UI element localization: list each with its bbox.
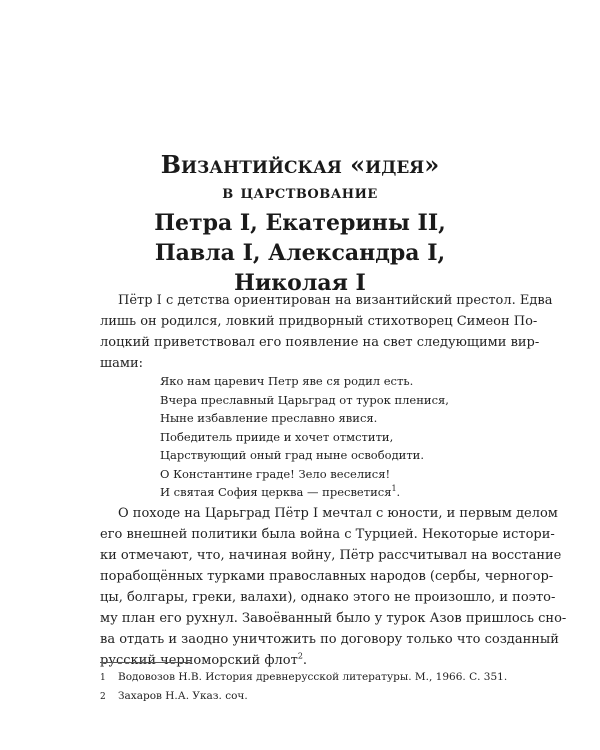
poem-line: О Константине граде! Зело веселися!: [160, 466, 391, 481]
footnote-1: [100, 668, 508, 687]
paragraph-1-line: шами:: [100, 356, 143, 371]
poem-line: Царствующий оный град ныне освободити.: [160, 448, 425, 462]
paragraph-2-line: цы, болгары, греки, валахи), однако этого не произошло, и поэто-: [100, 590, 556, 605]
paragraph-2-line: порабощённых турками православных народов (сербы, черногор-: [100, 569, 554, 584]
paragraph-1: [100, 290, 553, 374]
chapter-title: [100, 150, 500, 298]
poem-line-text: И святая София церква — пресветися: [160, 485, 392, 499]
chapter-title-line-3: Петра I, Екатерины II,: [154, 210, 446, 236]
footnote-text: Захаров Н.А. Указ. соч.: [118, 690, 248, 702]
chapter-title-line-5: Николая I: [234, 270, 366, 296]
paragraph-2-last-line: русский черноморский флот$^2$.: [100, 651, 308, 668]
paragraph-1-line: лишь он родился, ловкий придворный стихотворец Симеон По-: [100, 314, 538, 329]
footnote-2: [100, 687, 504, 706]
poem-quote: [160, 372, 500, 502]
paragraph-2-line: О походе на Царьград Пётр I мечтал с юности, и первым делом: [118, 506, 558, 521]
paragraph-2-line-text: русский черноморский флот: [100, 653, 298, 668]
footnote-divider: [100, 662, 190, 663]
chapter-title-line-4: Павла I, Александра I,: [154, 240, 446, 266]
paragraph-2-line: му план его рухнул. Завоёванный было у турок Азов пришлось сно-: [100, 611, 567, 626]
poem-line: Победитель прииде и хочет отмстити,: [160, 429, 394, 444]
footnote-number: 2: [100, 692, 106, 702]
paragraph-2: [100, 503, 567, 671]
footnote-text: Водовозов Н.В. История древнерусской литературы. М., 1966. С. 351.: [118, 671, 508, 683]
poem-line: Яко нам царевич Петр яве ся родил есть.: [160, 374, 414, 388]
paragraph-1-line: Пётр I с детства ориентирован на византийский престол. Едва: [118, 293, 553, 308]
footnote-ref-2[interactable]: 2: [297, 651, 303, 661]
paragraph-2-line: ва отдать и заодно уничтожить по договору только что созданный: [100, 632, 559, 647]
chapter-title-line-1: Византийская «идея»: [160, 150, 440, 179]
paragraph-2-line: его внешней политики была война с Турцией. Некоторые истори-: [100, 527, 555, 542]
footnote-number: 1: [100, 673, 106, 683]
poem-line: Ныне избавление преславно явися.: [160, 411, 378, 425]
paragraph-2-line: ки отмечают, что, начиная войну, Пётр рассчитывал на восстание: [100, 548, 562, 563]
chapter-title-line-2: в царствование: [222, 182, 378, 203]
poem-line: Вчера преславный Царьград от турок пленися,: [160, 392, 449, 407]
footnote-ref-1[interactable]: 1: [391, 484, 397, 494]
paragraph-1-line: лоцкий приветствовал его появление на свет следующими вир-: [100, 335, 540, 350]
poem-last-line: И святая София церква — пресветися$^1$.: [160, 484, 401, 499]
footnotes: [100, 668, 508, 706]
